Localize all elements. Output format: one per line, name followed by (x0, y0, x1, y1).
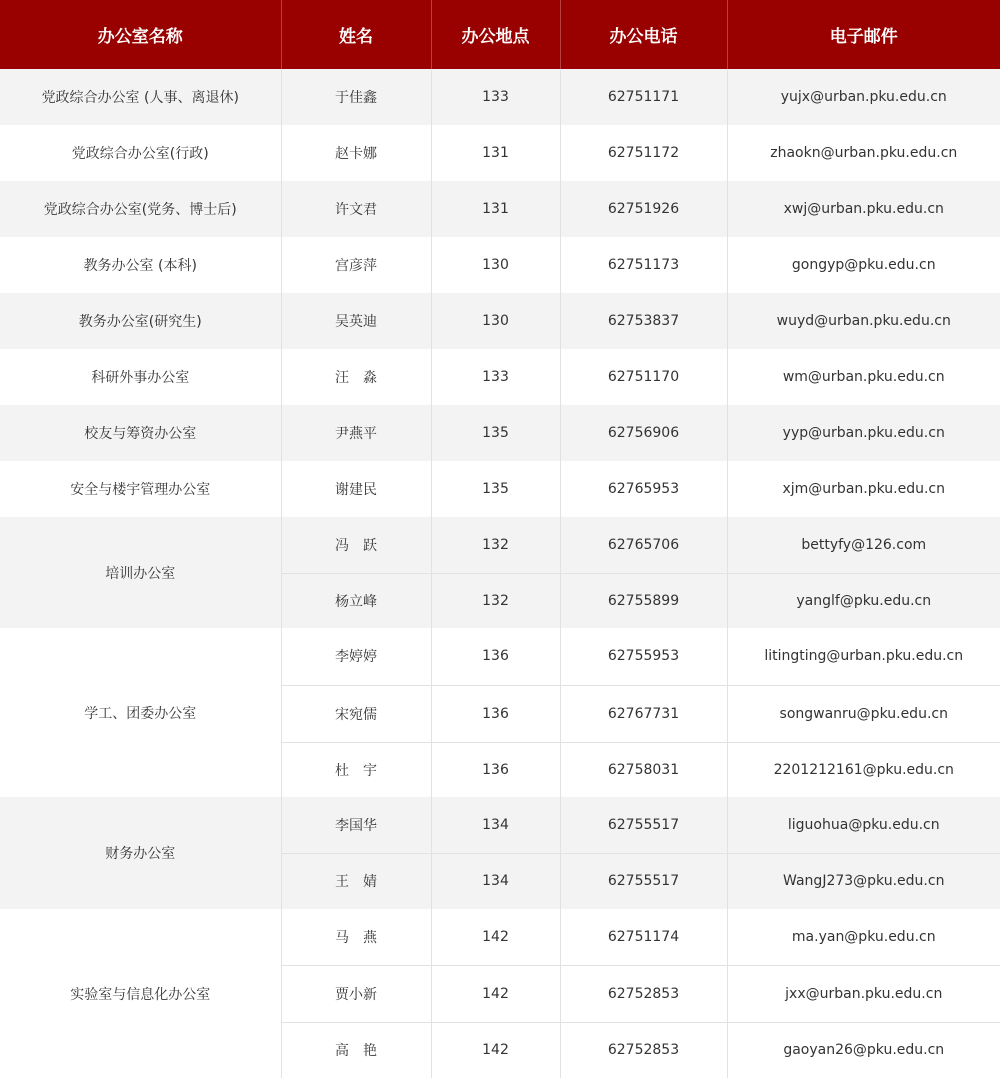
room-cell: 142 (431, 965, 560, 1022)
email-cell: yujx@urban.pku.edu.cn (727, 69, 1000, 125)
table-row (0, 349, 1000, 405)
email-cell: bettyfy@126.com (727, 517, 1000, 573)
office-name-cell: 教务办公室 (本科) (0, 237, 281, 293)
staff-name-cell: 宋宛儒 (281, 685, 431, 742)
staff-name-cell: 杨立峰 (281, 573, 431, 628)
office-name-cell: 教务办公室(研究生) (0, 293, 281, 349)
office-name-cell: 党政综合办公室 (人事、离退休) (0, 69, 281, 125)
office-name-cell: 财务办公室 (0, 797, 281, 909)
phone-cell: 62751171 (560, 69, 727, 125)
table-row (0, 69, 1000, 125)
email-cell: gaoyan26@pku.edu.cn (727, 1022, 1000, 1078)
room-cell: 142 (431, 1022, 560, 1078)
phone-cell: 62751172 (560, 125, 727, 181)
table-row (0, 517, 1000, 573)
staff-name-cell: 李国华 (281, 797, 431, 853)
table-row (0, 237, 1000, 293)
office-name-cell: 校友与筹资办公室 (0, 405, 281, 461)
email-cell: jxx@urban.pku.edu.cn (727, 965, 1000, 1022)
phone-cell: 62751926 (560, 181, 727, 237)
room-cell: 134 (431, 797, 560, 853)
room-cell: 132 (431, 573, 560, 628)
staff-name-cell: 贾小新 (281, 965, 431, 1022)
staff-name-cell: 马 燕 (281, 909, 431, 965)
room-cell: 131 (431, 125, 560, 181)
staff-name-cell: 尹燕平 (281, 405, 431, 461)
staff-name-cell: 李婷婷 (281, 628, 431, 685)
staff-name-cell: 赵卡娜 (281, 125, 431, 181)
table-row (0, 797, 1000, 853)
staff-name-cell: 于佳鑫 (281, 69, 431, 125)
phone-cell: 62755899 (560, 573, 727, 628)
phone-cell: 62752853 (560, 1022, 727, 1078)
email-cell: xwj@urban.pku.edu.cn (727, 181, 1000, 237)
table-row (0, 125, 1000, 181)
room-cell: 130 (431, 293, 560, 349)
header-phone: 办公电话 (560, 0, 727, 69)
email-cell: zhaokn@urban.pku.edu.cn (727, 125, 1000, 181)
office-name-cell: 实验室与信息化办公室 (0, 909, 281, 1078)
phone-cell: 62765706 (560, 517, 727, 573)
phone-cell: 62753837 (560, 293, 727, 349)
email-cell: songwanru@pku.edu.cn (727, 685, 1000, 742)
header-email: 电子邮件 (727, 0, 1000, 69)
room-cell: 130 (431, 237, 560, 293)
room-cell: 133 (431, 69, 560, 125)
email-cell: wuyd@urban.pku.edu.cn (727, 293, 1000, 349)
table-row (0, 909, 1000, 965)
header-location: 办公地点 (431, 0, 560, 69)
phone-cell: 62751174 (560, 909, 727, 965)
staff-name-cell: 许文君 (281, 181, 431, 237)
table-row (0, 293, 1000, 349)
staff-name-cell: 宫彦萍 (281, 237, 431, 293)
room-cell: 131 (431, 181, 560, 237)
office-name-cell: 学工、团委办公室 (0, 628, 281, 797)
office-name-cell: 党政综合办公室(党务、博士后) (0, 181, 281, 237)
room-cell: 133 (431, 349, 560, 405)
table-row (0, 181, 1000, 237)
phone-cell: 62758031 (560, 742, 727, 797)
phone-cell: 62751170 (560, 349, 727, 405)
staff-name-cell: 吴英迪 (281, 293, 431, 349)
phone-cell: 62755953 (560, 628, 727, 685)
email-cell: litingting@urban.pku.edu.cn (727, 628, 1000, 685)
table-row (0, 405, 1000, 461)
room-cell: 136 (431, 685, 560, 742)
office-name-cell: 科研外事办公室 (0, 349, 281, 405)
table-row (0, 461, 1000, 517)
staff-name-cell: 高 艳 (281, 1022, 431, 1078)
phone-cell: 62767731 (560, 685, 727, 742)
phone-cell: 62751173 (560, 237, 727, 293)
email-cell: xjm@urban.pku.edu.cn (727, 461, 1000, 517)
office-name-cell: 培训办公室 (0, 517, 281, 628)
room-cell: 135 (431, 461, 560, 517)
email-cell: yyp@urban.pku.edu.cn (727, 405, 1000, 461)
room-cell: 136 (431, 628, 560, 685)
staff-name-cell: 杜 宇 (281, 742, 431, 797)
staff-name-cell: 汪 淼 (281, 349, 431, 405)
phone-cell: 62755517 (560, 853, 727, 909)
office-name-cell: 党政综合办公室(行政) (0, 125, 281, 181)
staff-name-cell: 王 婧 (281, 853, 431, 909)
room-cell: 136 (431, 742, 560, 797)
staff-name-cell: 冯 跃 (281, 517, 431, 573)
email-cell: 2201212161@pku.edu.cn (727, 742, 1000, 797)
email-cell: WangJ273@pku.edu.cn (727, 853, 1000, 909)
email-cell: liguohua@pku.edu.cn (727, 797, 1000, 853)
table-row (0, 628, 1000, 685)
phone-cell: 62765953 (560, 461, 727, 517)
email-cell: wm@urban.pku.edu.cn (727, 349, 1000, 405)
email-cell: gongyp@pku.edu.cn (727, 237, 1000, 293)
room-cell: 135 (431, 405, 560, 461)
office-name-cell: 安全与楼宇管理办公室 (0, 461, 281, 517)
room-cell: 142 (431, 909, 560, 965)
email-cell: ma.yan@pku.edu.cn (727, 909, 1000, 965)
phone-cell: 62755517 (560, 797, 727, 853)
header-name: 姓名 (281, 0, 431, 69)
header-office-name: 办公室名称 (0, 0, 281, 69)
room-cell: 134 (431, 853, 560, 909)
phone-cell: 62752853 (560, 965, 727, 1022)
staff-name-cell: 谢建民 (281, 461, 431, 517)
phone-cell: 62756906 (560, 405, 727, 461)
room-cell: 132 (431, 517, 560, 573)
email-cell: yanglf@pku.edu.cn (727, 573, 1000, 628)
table-header-row (0, 0, 1000, 69)
